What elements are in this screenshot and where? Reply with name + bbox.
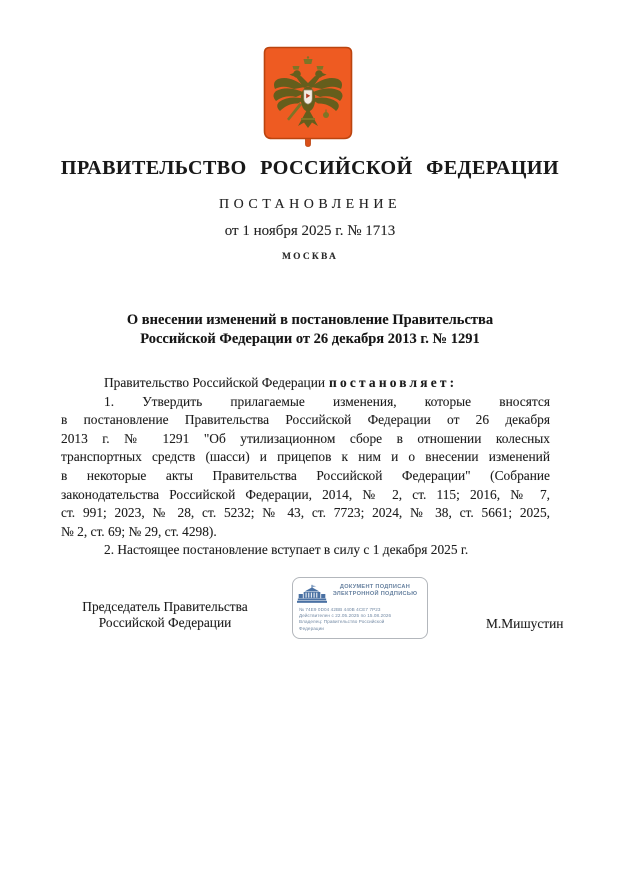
org-name: ПРАВИТЕЛЬСТВО РОССИЙСКОЙ ФЕДЕРАЦИИ (60, 157, 560, 179)
body-line: 2013 г. № 1291 "Об утилизационном сборе в отношении колесных (61, 430, 550, 446)
stamp-header (327, 583, 423, 599)
russian-coat-of-arms-icon (262, 46, 354, 148)
doc-title-line2: Российской Федерации от 26 декабря 2013 г. № 1291 (140, 331, 480, 347)
intro-text: Правительство Российской Федерации (104, 375, 326, 390)
stamp-info-line: № 74Е9 0D04 42ВВ 440В 4СЕ7 7Р23 (299, 607, 381, 612)
body-line: № 2, ст. 69; № 29, ст. 4298). (61, 523, 217, 539)
body-line: транспортных средств (шасси) и прицепов к ним и о внесении изменений (61, 449, 550, 465)
government-building-icon (297, 584, 327, 604)
stamp-header-line2: ЭЛЕКТРОННОЙ ПОДПИСЬЮ (332, 591, 418, 598)
signature-position-line1: Председатель Правительства (82, 599, 248, 614)
body-line: в постановление Правительства Российской Федерации от 26 декабря (61, 412, 550, 428)
stamp-header-line1: ДОКУМЕНТ ПОДПИСАН (339, 584, 411, 590)
doc-title-line1: О внесении изменений в постановление Правительства (126, 312, 494, 328)
body-line: законодательства Российской Федерации, 2014, № 2, ст. 115; 2016, № 7, (61, 486, 550, 502)
signature-position-line2: Российской Федерации (98, 614, 232, 630)
stamp-info-line: Федерации (299, 625, 324, 631)
body-lines (61, 393, 550, 560)
body-line: в некоторые акты Правительства Российской Федерации" (Собрание (61, 467, 550, 483)
stamp-info-line: Владелец: Правительство Российской (299, 619, 385, 625)
signature-position (73, 599, 257, 631)
body-line: 2. Настоящее постановление вступает в силу с 1 декабря 2025 г. (104, 542, 469, 558)
decree-word: постановляет: (329, 375, 458, 390)
doc-city: МОСКВА (281, 252, 339, 262)
body-line: 1. Утвердить прилагаемые изменения, которые вносятся (104, 393, 550, 409)
signature-name: М.Мишустин (486, 616, 564, 631)
doc-type: ПОСТАНОВЛЕНИЕ (218, 197, 402, 212)
stamp-info-line: Действителен с 22.05.2025 по 15.08.2026 (299, 613, 392, 619)
body-line: ст. 991; 2023, № 28, ст. 5232; № 43, ст. 7723; 2024, № 38, ст. 5661; 2025, (61, 505, 550, 521)
doc-date-number: от 1 ноября 2025 г. № 1713 (224, 223, 396, 239)
stamp-info (293, 604, 427, 632)
body-intro-line (61, 374, 550, 393)
digital-signature-stamp (292, 577, 428, 639)
doc-title (0, 311, 620, 349)
body-text (61, 374, 550, 560)
